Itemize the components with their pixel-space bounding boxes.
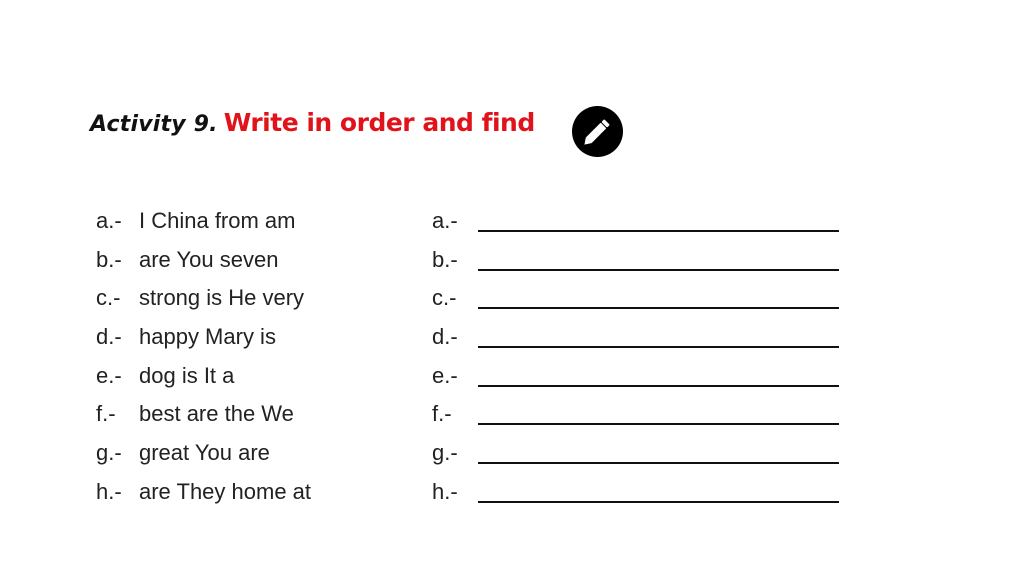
answer-letter: e.- — [432, 363, 458, 388]
question-letter: h.- — [96, 479, 122, 504]
answer-letter: h.- — [432, 479, 458, 504]
answer-letter: b.- — [432, 247, 458, 272]
pencil-icon — [572, 106, 623, 157]
question-letter: b.- — [96, 247, 122, 272]
question-text: are You seven — [139, 247, 279, 272]
answer-letter: d.- — [432, 324, 458, 349]
question-text: best are the We — [139, 401, 294, 426]
answer-line[interactable] — [478, 501, 839, 503]
question-text: dog is It a — [139, 363, 235, 388]
question-text: strong is He very — [139, 285, 305, 310]
question-text: I China from am — [139, 208, 296, 233]
answer-line[interactable] — [478, 385, 839, 387]
answer-line[interactable] — [478, 307, 839, 309]
answer-line[interactable] — [478, 346, 839, 348]
answer-letter: g.- — [432, 440, 458, 465]
question-text: happy Mary is — [139, 324, 276, 349]
question-letter: d.- — [96, 324, 122, 349]
activity-label: Activity 9. — [90, 112, 218, 137]
answer-line[interactable] — [478, 462, 839, 464]
question-text: are They home at — [139, 479, 312, 504]
question-text: great You are — [139, 440, 270, 465]
question-letter: g.- — [96, 440, 122, 465]
question-letter: f.- — [96, 401, 116, 426]
answer-letter: a.- — [432, 208, 458, 233]
activity-title: Write in order and find — [223, 108, 535, 137]
answer-letter: c.- — [432, 285, 457, 310]
answer-line[interactable] — [478, 269, 839, 271]
answer-line[interactable] — [478, 230, 839, 232]
answer-letter: f.- — [432, 401, 452, 426]
answer-line[interactable] — [478, 423, 839, 425]
question-letter: a.- — [96, 208, 122, 233]
question-letter: c.- — [96, 285, 121, 310]
question-letter: e.- — [96, 363, 122, 388]
activity-heading — [90, 108, 535, 137]
